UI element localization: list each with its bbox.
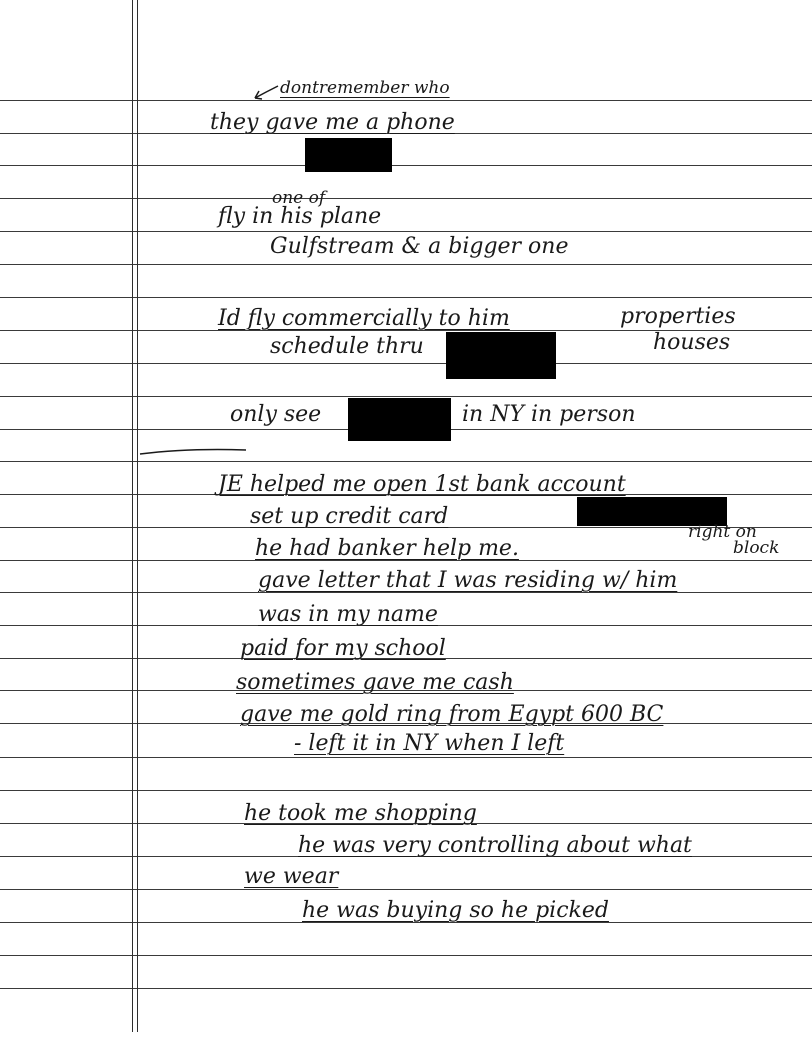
- ruled-line: [0, 396, 812, 397]
- annotation-properties: properties: [620, 304, 736, 329]
- note-line: we wear: [244, 864, 339, 889]
- note-line: set up credit card: [250, 504, 449, 529]
- note-line: Id fly commercially to him: [218, 306, 510, 331]
- note-line: JE helped me open 1st bank account: [218, 472, 626, 497]
- note-line: was in my name: [258, 602, 438, 627]
- annotation-one-of: one of: [272, 188, 326, 208]
- ruled-line: [0, 988, 812, 989]
- note-line: gave me gold ring from Egypt 600 BC: [240, 702, 664, 727]
- redaction-block: [348, 398, 451, 441]
- note-line: he took me shopping: [244, 801, 477, 826]
- redaction-block: [305, 138, 392, 172]
- ruled-line: [0, 363, 812, 364]
- pen-stroke: [138, 442, 248, 458]
- annotation-right-on: right on: [688, 522, 757, 542]
- annotation-dont-remember: dontremember who: [280, 78, 450, 98]
- ruled-line: [0, 198, 812, 199]
- ruled-line: [0, 955, 812, 956]
- margin-line: [132, 0, 133, 1032]
- ruled-line: [0, 100, 812, 101]
- ruled-line: [0, 757, 812, 758]
- note-line: he was very controlling about what: [298, 833, 692, 858]
- note-line: he had banker help me.: [255, 536, 519, 561]
- note-line: fly in his plane: [218, 204, 382, 229]
- note-line: he was buying so he picked: [302, 898, 609, 923]
- note-line: only see: [230, 402, 322, 427]
- redaction-block: [446, 332, 556, 379]
- note-line: paid for my school: [240, 636, 446, 661]
- annotation-houses: houses: [653, 330, 731, 355]
- margin-line: [137, 0, 138, 1032]
- note-line: they gave me a phone: [210, 110, 455, 135]
- note-line: Gulfstream & a bigger one: [270, 234, 569, 259]
- ruled-line: [0, 297, 812, 298]
- ruled-line: [0, 231, 812, 232]
- note-line: schedule thru: [270, 334, 424, 359]
- ruled-line: [0, 461, 812, 462]
- note-line: - left it in NY when I left: [294, 731, 565, 756]
- ruled-line: [0, 264, 812, 265]
- arrow-icon: [250, 82, 280, 104]
- ruled-line: [0, 165, 812, 166]
- note-line: gave letter that I was residing w/ him: [258, 568, 678, 593]
- note-line: sometimes gave me cash: [236, 670, 514, 695]
- annotation-block: block: [733, 538, 780, 558]
- ruled-line: [0, 790, 812, 791]
- note-line: in NY in person: [462, 402, 636, 427]
- ruled-line: [0, 889, 812, 890]
